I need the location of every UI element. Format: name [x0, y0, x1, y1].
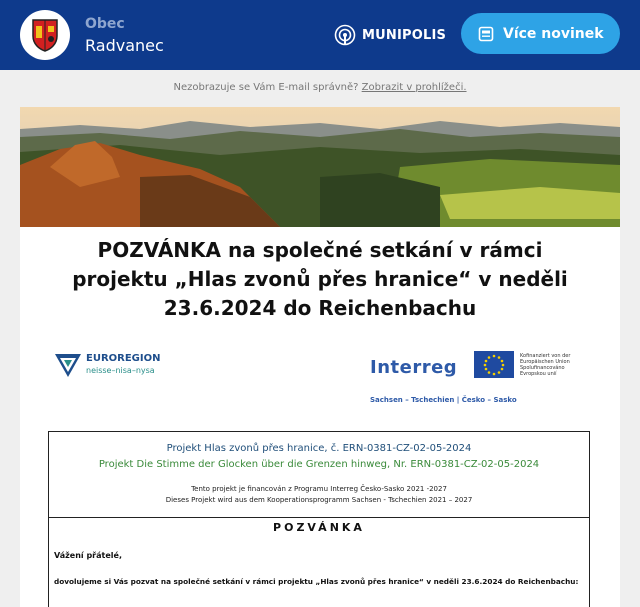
top-bar	[0, 0, 640, 70]
project-name-cz: Projekt Hlas zvonů přes hranice, č. ERN-0381-CZ-02-05-2024	[166, 443, 472, 454]
newspaper-icon	[478, 26, 494, 42]
interreg-wordmark: Interreg	[370, 357, 458, 378]
article-card	[20, 107, 620, 607]
municipality-type-label: Obec	[85, 16, 125, 32]
invitation-document	[48, 431, 590, 607]
project-name-de: Projekt Die Stimme der Glocken über die Grenzen hinweg, Nr. ERN-0381-CZ-02-05-2024	[98, 459, 540, 470]
article-title: POZVÁNKA na společné setkání v rámci projektu „Hlas zvonů přes hranice“ v neděli 23.6.2024 do Reichenbachu	[72, 238, 568, 320]
coat-of-arms-icon	[31, 18, 59, 52]
preheader	[0, 82, 640, 93]
eu-cofinancing-text: Kofinanziert von der Europäischen Union Spolufinancováno Evropskou unií	[520, 353, 571, 377]
broadcast-icon	[334, 24, 356, 46]
view-in-browser-link[interactable]: Zobrazit v prohlížeči.	[361, 82, 467, 93]
euroregion-emblem-icon	[54, 352, 82, 378]
interreg-program-subtitle: Sachsen – Tschechien | Česko – Sasko	[370, 396, 517, 404]
document-body-text: dovolujeme si Vás pozvat na společné setkání v rámci projektu „Hlas zvonů přes hranice“ v neděli 23.6.2024 do Reichenbachu:	[54, 577, 579, 586]
more-news-button-label: Více novinek	[503, 25, 604, 42]
more-news-button[interactable]	[461, 13, 620, 54]
preheader-text: Nezobrazuje se Vám E-mail správně?	[173, 82, 359, 93]
funding-note-cz: Tento projekt je financován z Programu Interreg Česko-Sasko 2021 -2027	[191, 485, 447, 493]
municipality-name: Radvanec	[85, 36, 164, 55]
euroregion-name: EUROREGION	[86, 353, 161, 364]
funding-note-de: Dieses Projekt wird aus dem Kooperationsprogramm Sachsen - Tschechien 2021 – 2027	[165, 496, 473, 504]
euroregion-subtitle: neisse–nisa–nysa	[86, 366, 155, 375]
document-heading: POZVÁNKA	[273, 521, 365, 534]
munipolis-brand-text: MUNIPOLIS	[362, 27, 447, 43]
document-header	[49, 432, 589, 518]
municipality-logo[interactable]	[20, 10, 70, 60]
euroregion-logo	[54, 350, 160, 380]
eu-flag-icon	[474, 351, 514, 378]
document-greeting: Vážení přátelé,	[54, 551, 122, 560]
munipolis-brand[interactable]	[334, 24, 446, 46]
hero-landscape-image	[20, 107, 620, 227]
